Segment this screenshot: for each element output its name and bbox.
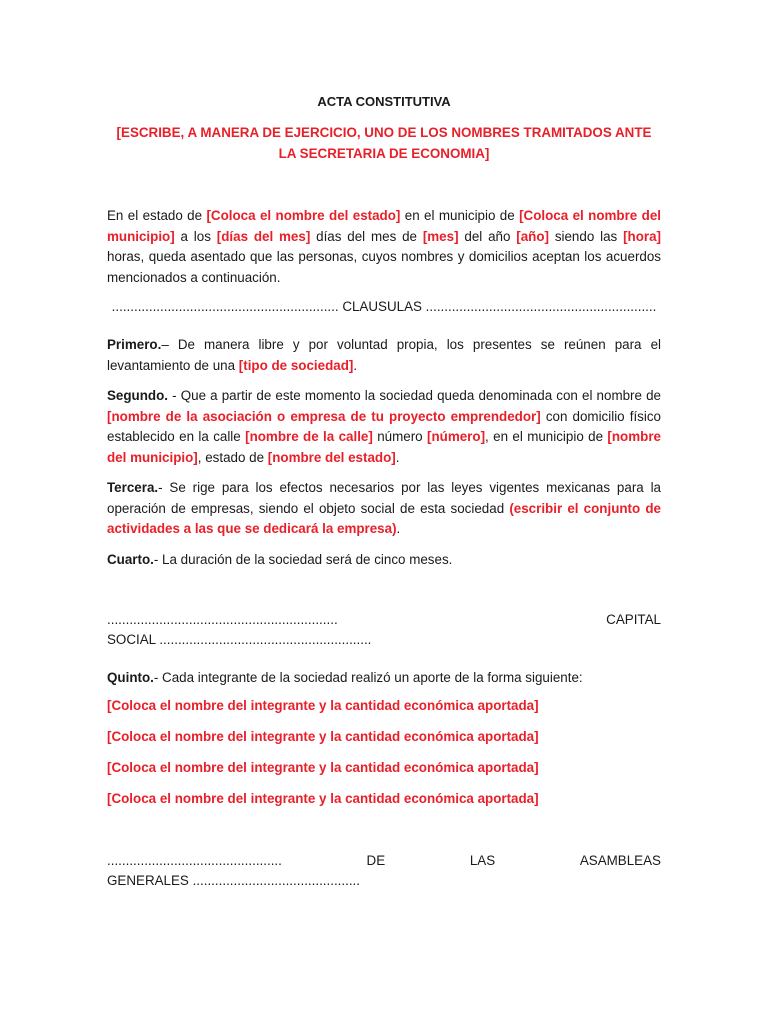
clause-quinto: Quinto.- Cada integrante de la sociedad realizó un aporte de la forma siguiente: <box>107 670 583 685</box>
member-contribution-placeholder: [Coloca el nombre del integrante y la cantidad económica aportada] <box>107 760 539 775</box>
clause-primero: Primero.– De manera libre y por voluntad propia, los presentes se reúnen para el levantamiento de una [tipo de sociedad]. <box>107 337 661 373</box>
capital-social-heading-line2: SOCIAL ......................................................... <box>107 632 372 647</box>
document-title: ACTA CONSTITUTIVA <box>317 94 451 109</box>
capital-social-heading-line1: .............................................................. CAPITAL <box>107 612 661 627</box>
member-contribution-placeholder: [Coloca el nombre del integrante y la cantidad económica aportada] <box>107 698 539 713</box>
asambleas-heading-line2: GENERALES ............................................. <box>107 873 360 888</box>
member-contribution-placeholder: [Coloca el nombre del integrante y la cantidad económica aportada] <box>107 791 539 806</box>
clausulas-separator: ............................................................. CLAUSULAS .............................................................. <box>111 299 657 314</box>
clause-segundo: Segundo. - Que a partir de este momento la sociedad queda denominada con el nombre de [nombre de la asociación o empresa de tu proyecto emprendedor] con domicilio físico establecido en la calle [nombre de la calle] número [número], en el municipio de [nombre del municipio], estado de [nombre del estado]. <box>107 388 661 465</box>
asambleas-heading-line1: ............................................... DE LAS ASAMBLEAS <box>107 853 661 868</box>
intro-paragraph: En el estado de [Coloca el nombre del estado] en el municipio de [Coloca el nombre del municipio] a los [días del mes] días del mes de [mes] del año [año] siendo las [hora] horas, queda asentado que las personas, cuyos nombres y domicilios aceptan los acuerdos mencionados a continuación. <box>107 208 661 285</box>
clause-tercera: Tercera.- Se rige para los efectos necesarios por las leyes vigentes mexicanas para la operación de empresas, siendo el objeto social de esta sociedad (escribir el conjunto de actividades a las que se dedicará la empresa). <box>107 480 661 537</box>
clause-cuarto: Cuarto.- La duración de la sociedad será de cinco meses. <box>107 552 453 567</box>
member-contribution-placeholder: [Coloca el nombre del integrante y la cantidad económica aportada] <box>107 729 539 744</box>
document-subtitle: [ESCRIBE, A MANERA DE EJERCICIO, UNO DE LOS NOMBRES TRAMITADOS ANTE LA SECRETARIA DE ECONOMIA] <box>116 125 652 161</box>
